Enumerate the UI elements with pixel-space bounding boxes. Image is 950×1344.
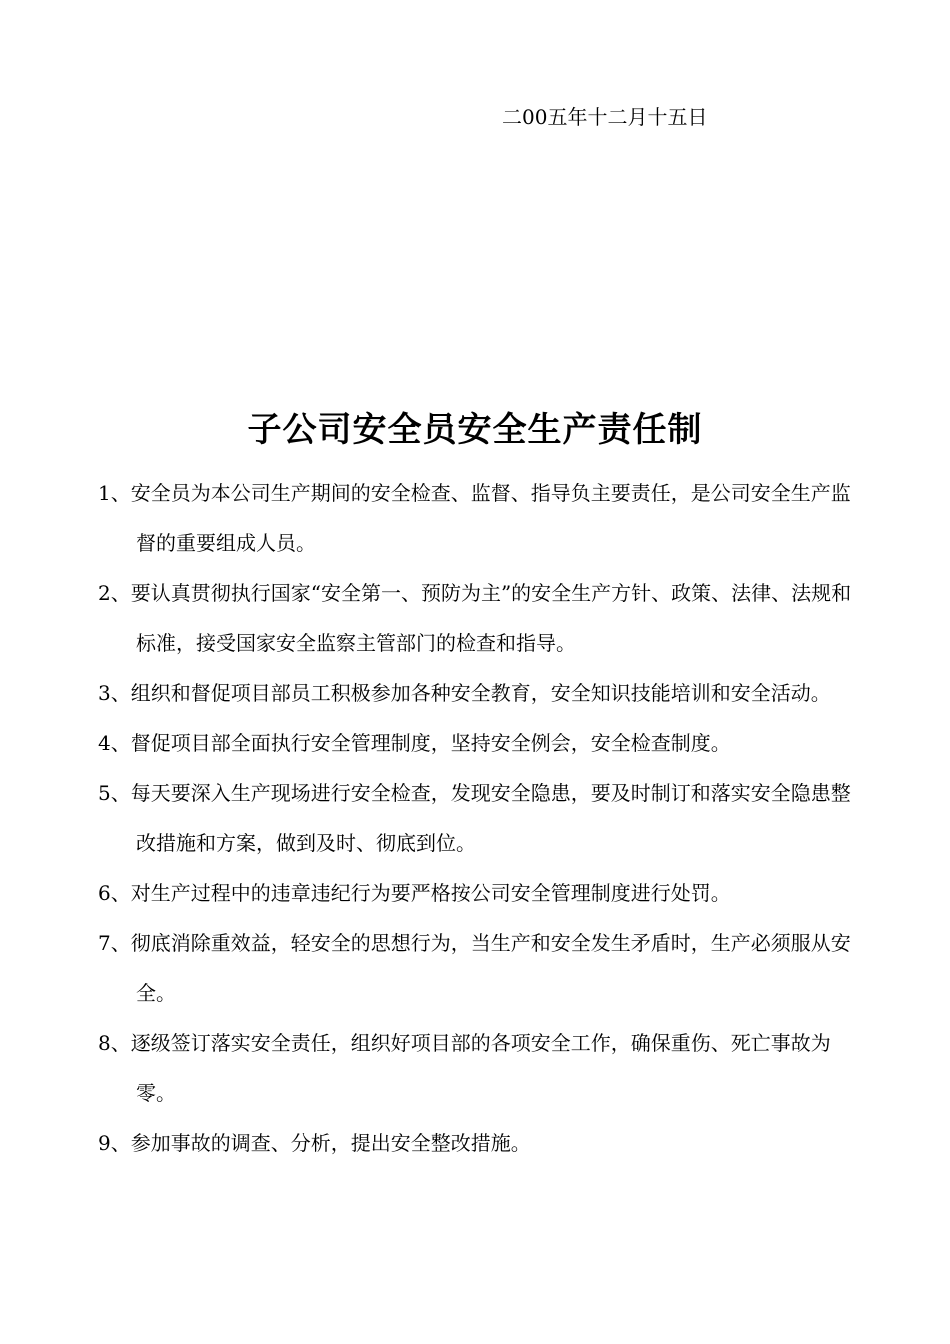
list-item: 2、要认真贯彻执行国家“安全第一、预防为主”的安全生产方针、政策、法律、法规和标准，接受国家安全监察主管部门的检查和指导。 [98,581,852,655]
responsibility-list [98,468,858,1168]
list-item: 5、每天要深入生产现场进行安全检查，发现安全隐患，要及时制订和落实安全隐患整改措施和方案，做到及时、彻底到位。 [98,781,851,855]
list-item: 8、逐级签订落实安全责任，组织好项目部的各项安全工作，确保重伤、死亡事故为零。 [98,1031,831,1105]
list-item: 4、督促项目部全面执行安全管理制度，坚持安全例会，安全检查制度。 [98,731,731,755]
list-item: 3、组织和督促项目部员工积极参加各种安全教育，安全知识技能培训和安全活动。 [98,681,831,705]
list-item: 1、安全员为本公司生产期间的安全检查、监督、指导负主要责任，是公司安全生产监督的重要组成人员。 [98,481,851,555]
list-item: 9、参加事故的调查、分析，提出安全整改措施。 [98,1131,531,1155]
document-title: 子公司安全员安全生产责任制 [247,410,703,450]
list-item: 6、对生产过程中的违章违纪行为要严格按公司安全管理制度进行处罚。 [98,881,731,905]
document-date: 二00五年十二月十五日 [502,105,708,129]
list-item: 7、彻底消除重效益，轻安全的思想行为，当生产和安全发生矛盾时，生产必须服从安全。 [98,931,851,1005]
